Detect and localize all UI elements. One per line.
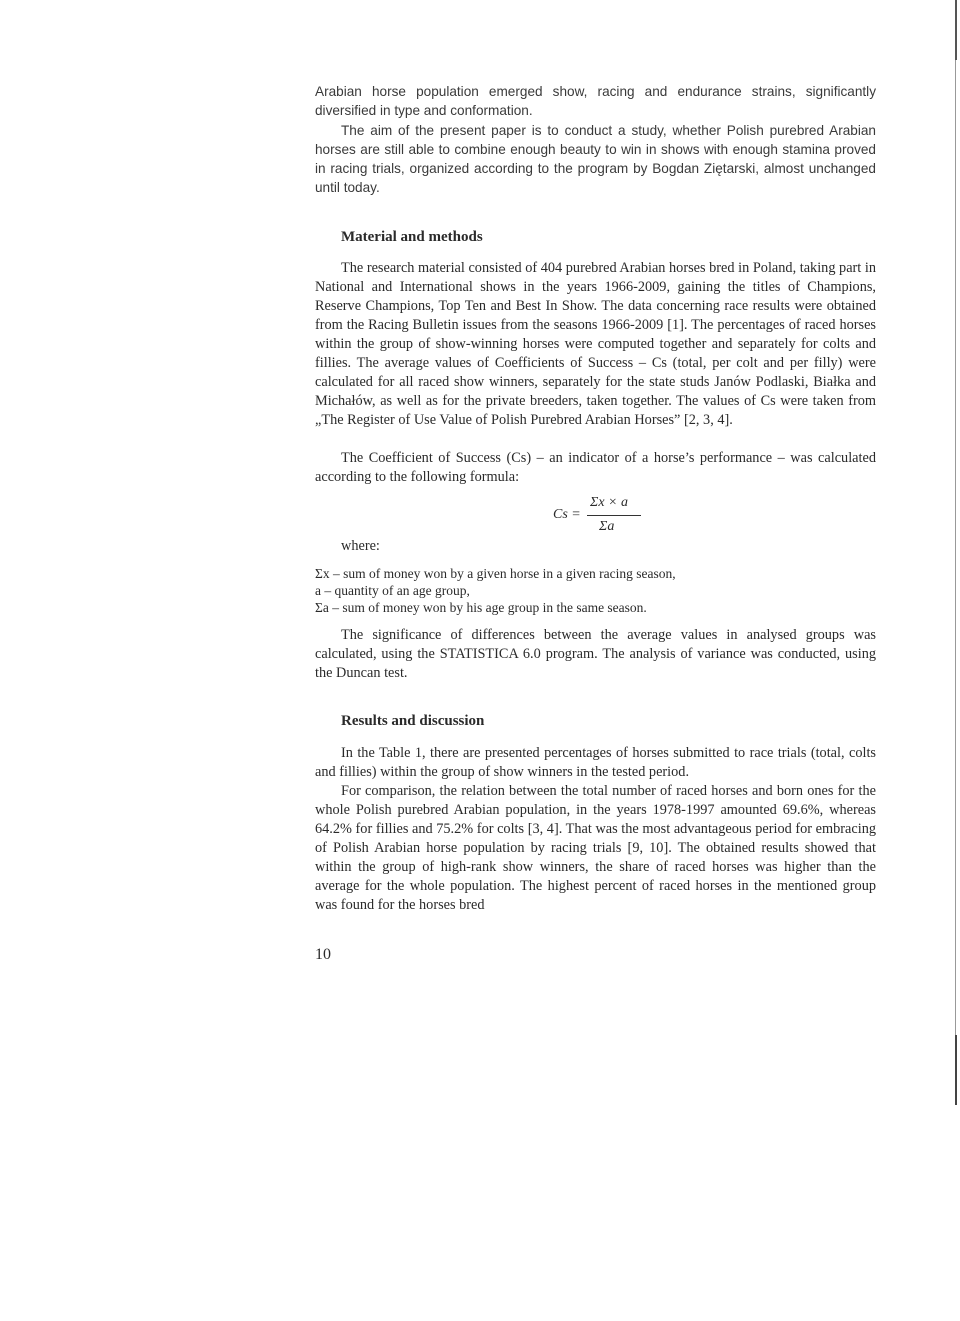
material-paragraph-1: The research material consisted of 404 purebred Arabian horses bred in Poland, taking part in National and International shows in the years 1966-2009, gaining the titles of Champions, Reserve Champions, Top Ten and Best In Show. The data concerning race results were obtained from the Racing Bulletin issues from the seasons 1966-2009 [1]. The percentages of raced horses within the group of show-winning horses were computed together and separately for colts and fillies. The average values of Coefficients of Success – Cs (total, per colt and per filly) were calculated for all raced show winners, separately for the state studs Janów Podlaski, Białka and Michałów, as well as for the private breeders, taken together. The values of Cs were taken from „The Register of Use Value of Polish Purebred Arabian Horses” [2, 3, 4]. bbox=[315, 260, 876, 428]
definition-a: a – quantity of an age group, bbox=[315, 583, 470, 598]
significance-paragraph: The significance of differences between the average values in analysed groups was calculated, using the STATISTICA 6.0 program. The analysis of variance was conducted, using the Duncan test. bbox=[315, 627, 876, 681]
aim-paragraph: The aim of the present paper is to conduct a study, whether Polish purebred Arabian horses are still able to combine enough beauty to win in shows with enough stamina proved in racing trials, organized according to the program by Bogdan Ziętarski, almost unchanged until today. bbox=[315, 123, 876, 195]
results-discussion-heading: Results and discussion bbox=[341, 713, 485, 729]
cs-formula bbox=[553, 495, 663, 539]
definition-sum-a: Σa – sum of money won by his age group in the same season. bbox=[315, 600, 647, 615]
fraction-bar bbox=[587, 515, 641, 516]
where-label: where: bbox=[341, 538, 380, 554]
results-paragraph-2: For comparison, the relation between the total number of raced horses and born ones for the whole Polish purebred Arabian population, in the years 1978-1997 amounted 69.6%, whereas 64.2% for fillies and 75.2% for colts [3, 4]. That was the most advantageous period for embracing of Polish Arabian horse population by racing trials [9, 10]. The obtained results showed that within the group of high-rank show winners, the share of raced horses was higher than the average for the whole population. The highest percent of raced horses in the mentioned group was found for the horses bred bbox=[315, 783, 876, 913]
results-paragraph-1: In the Table 1, there are presented percentages of horses submitted to race trials (total, colts and fillies) within the group of show winners in the tested period. bbox=[315, 745, 876, 780]
formula-numerator: Σx × a bbox=[590, 495, 628, 510]
intro-continuation-paragraph: Arabian horse population emerged show, racing and endurance strains, significantly diversified in type and conformation. bbox=[315, 84, 876, 118]
material-methods-heading: Material and methods bbox=[341, 229, 483, 245]
scan-edge-top bbox=[955, 0, 957, 60]
scan-edge-bottom bbox=[955, 1035, 957, 1105]
material-paragraph-2: The Coefficient of Success (Cs) – an indicator of a horse’s performance – was calculated according to the following formula: bbox=[315, 450, 876, 485]
scan-edge-middle bbox=[955, 60, 956, 1060]
formula-denominator: Σa bbox=[599, 519, 615, 534]
formula-lhs: Cs = bbox=[553, 507, 581, 522]
definition-sum-x: Σx – sum of money won by a given horse in a given racing season, bbox=[315, 566, 676, 581]
page-number: 10 bbox=[315, 946, 331, 963]
